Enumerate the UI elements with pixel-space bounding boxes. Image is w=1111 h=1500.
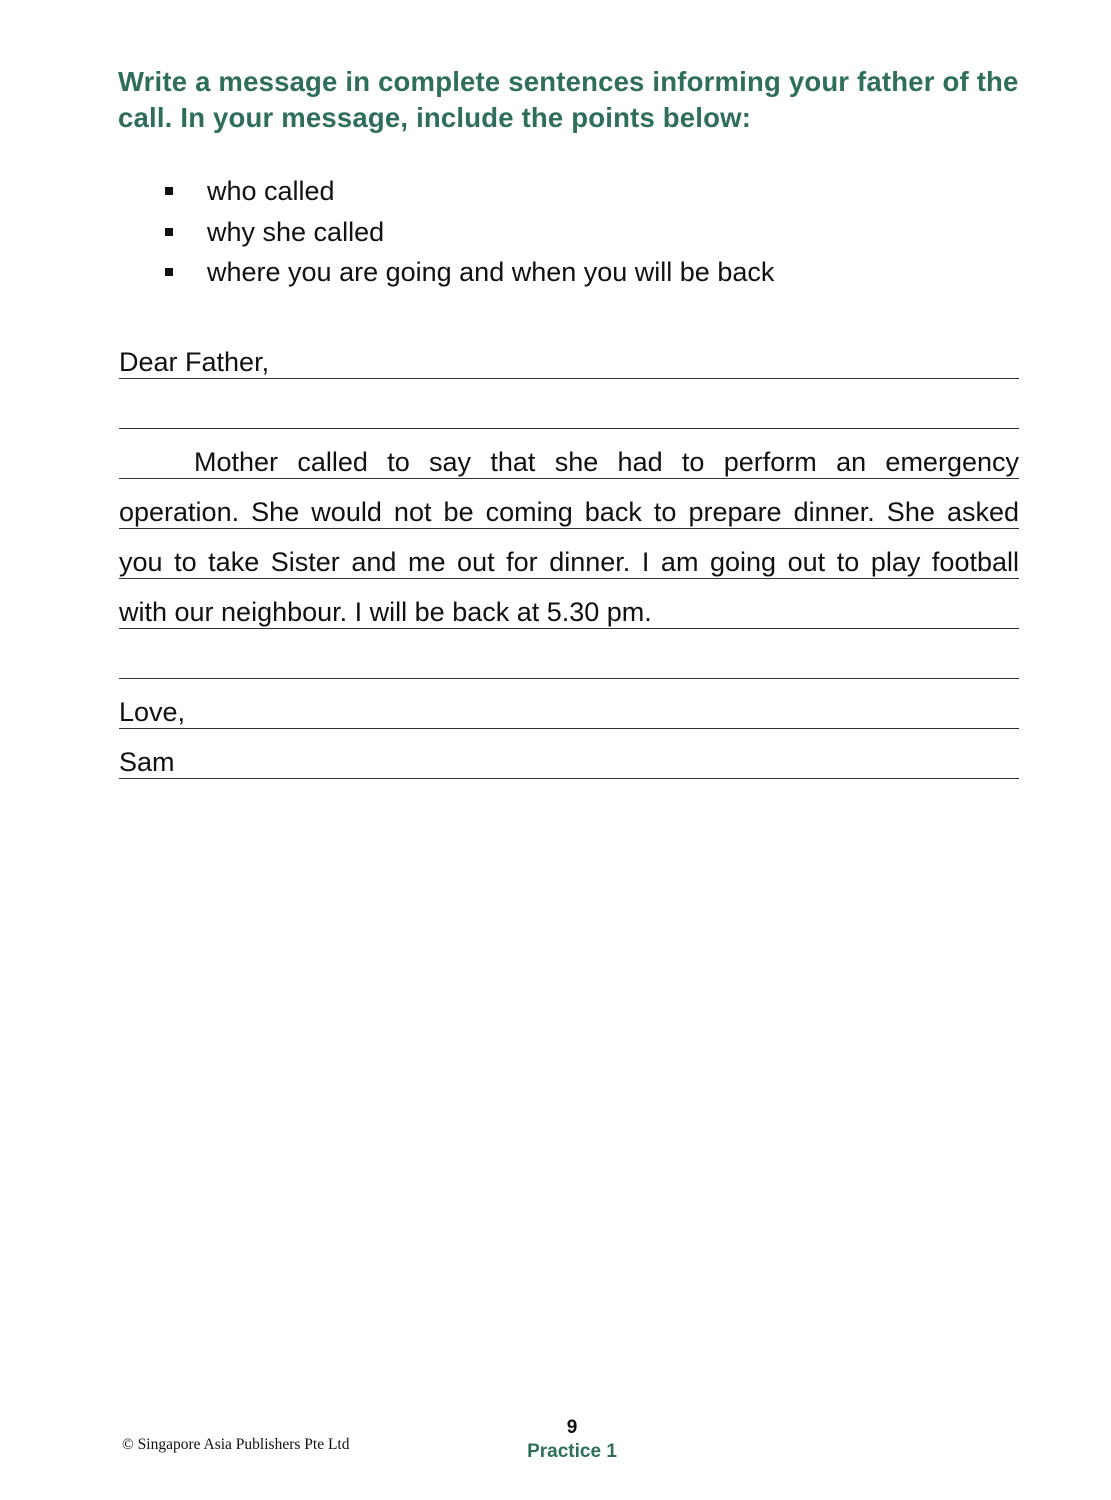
- letter-body-line: Mother called to say that she had to perform an emergency: [119, 446, 1019, 479]
- signature: Sam: [119, 747, 175, 777]
- instruction-text: Write a message in complete sentences informing your father of the call. In your message, include the points below:: [118, 66, 1019, 133]
- salutation-line: [119, 346, 1019, 379]
- letter-body-line: with our neighbour. I will be back at 5.30 pm.: [119, 596, 1019, 629]
- square-bullet-icon: [165, 187, 173, 195]
- page-number: 9: [566, 1417, 578, 1438]
- point-text: where you are going and when you will be back: [207, 257, 775, 287]
- blank-writing-line: [119, 646, 1019, 679]
- signature-line: [119, 746, 1019, 779]
- point-text: why she called: [207, 216, 385, 247]
- closing: Love,: [119, 697, 186, 727]
- letter-body-line: operation. She would not be coming back to prepare dinner. She asked: [119, 497, 1019, 527]
- list-item: [160, 253, 774, 294]
- square-bullet-icon: [165, 268, 173, 276]
- letter-body-line: you to take Sister and me out for dinner. I am going out to play football: [119, 547, 1019, 577]
- blank-writing-line: [119, 396, 1019, 429]
- points-list: [160, 172, 774, 294]
- copyright-notice: © Singapore Asia Publishers Pte Ltd: [122, 1436, 350, 1453]
- closing-line: [119, 696, 1019, 729]
- section-label: Practice 1: [527, 1441, 617, 1462]
- point-text: who called: [207, 176, 335, 206]
- list-item: [160, 213, 774, 254]
- list-item: [160, 172, 774, 213]
- square-bullet-icon: [165, 228, 173, 236]
- salutation: Dear Father,: [119, 347, 270, 377]
